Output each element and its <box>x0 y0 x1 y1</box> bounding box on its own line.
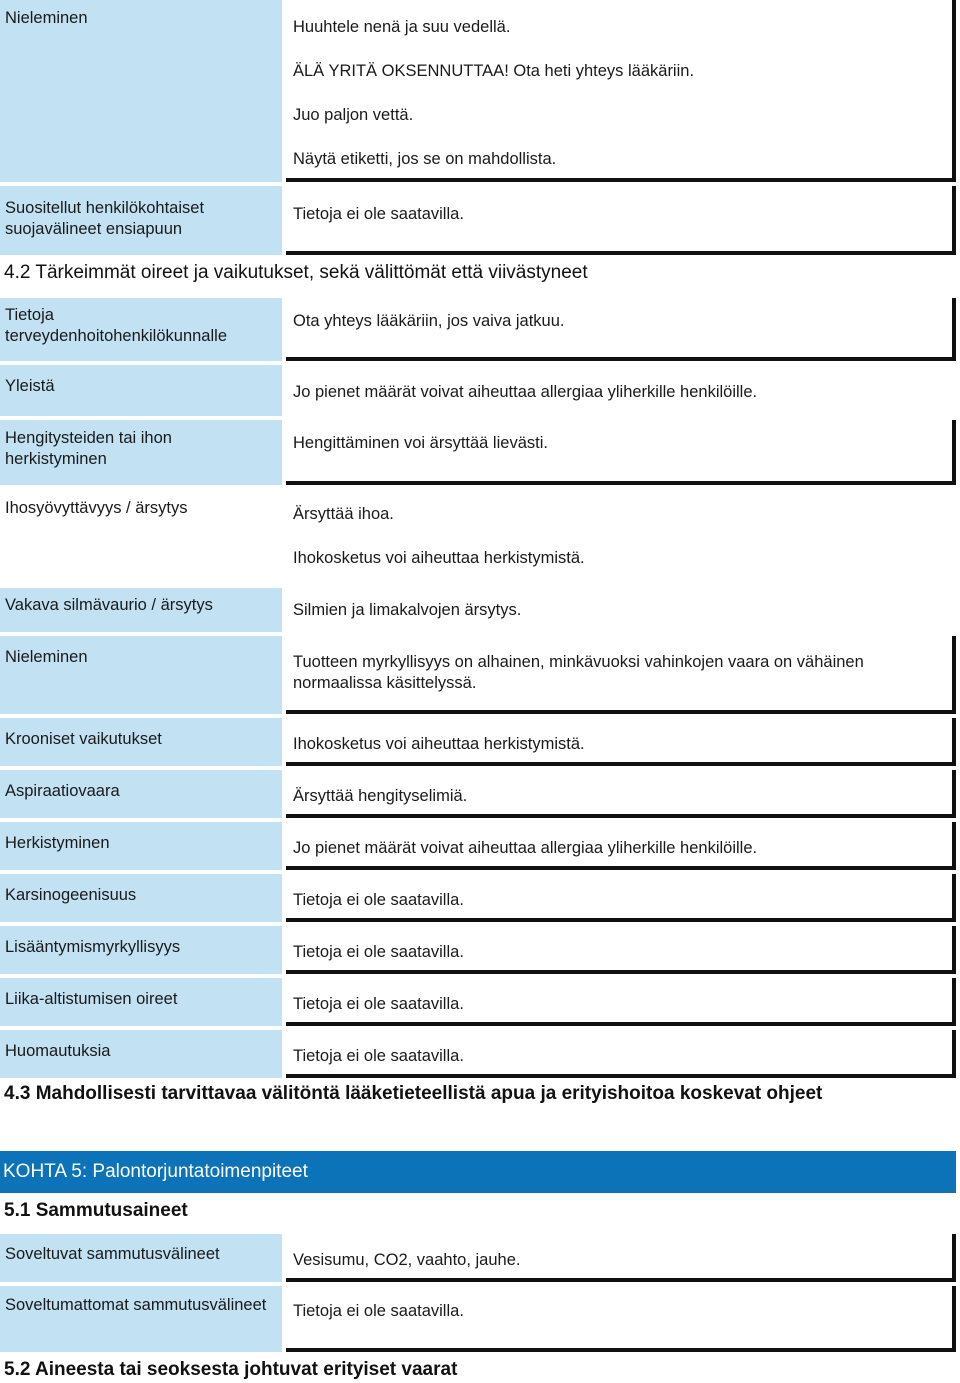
row-value: Tietoja ei ole saatavilla. <box>286 926 956 974</box>
row-label: Aspiraatiovaara <box>0 770 282 818</box>
row-value: Tietoja ei ole saatavilla. <box>286 874 956 922</box>
row-label: Soveltuvat sammutusvälineet <box>0 1234 282 1282</box>
section-heading: 4.3 Mahdollisesti tarvittavaa välitöntä lääketieteellistä apua ja erityishoitoa koskevat ohjeet <box>4 1083 823 1104</box>
row-value: Ärsyttää hengityselimiä. <box>286 770 956 818</box>
row-value: Jo pienet määrät voivat aiheuttaa allergiaa yliherkille henkilöille. <box>286 822 956 870</box>
row-label: Nieleminen <box>0 0 282 182</box>
info-row <box>0 489 960 588</box>
row-value: Tietoja ei ole saatavilla. <box>286 186 956 255</box>
row-label: Hengitysteiden tai ihon herkistyminen <box>0 420 282 485</box>
row-value: Tietoja ei ole saatavilla. <box>286 978 956 1026</box>
info-row <box>0 926 960 978</box>
subsection-heading: 5.2 Aineesta tai seoksesta johtuvat erityiset vaarat <box>4 1359 458 1380</box>
section-band: KOHTA 5: Palontorjuntatoimenpiteet <box>0 1151 956 1193</box>
row-value: Hengittäminen voi ärsyttää lievästi. <box>286 420 956 485</box>
info-row <box>0 1030 960 1082</box>
first-aid-line: Näytä etiketti, jos se on mahdollista. <box>293 150 557 168</box>
row-label: Ihosyövyttävyys / ärsytys <box>0 489 282 584</box>
info-row <box>0 1286 960 1356</box>
first-aid-ingestion-row <box>0 0 960 186</box>
row-label: Suositellut henkilökohtaiset suojavälineet ensiapuun <box>0 186 282 255</box>
info-row <box>0 1234 960 1286</box>
info-row <box>0 770 960 822</box>
row-value: Silmien ja limakalvojen ärsytys. <box>286 588 956 632</box>
row-label: Karsinogeenisuus <box>0 874 282 922</box>
row-label: Herkistyminen <box>0 822 282 870</box>
row-label: Vakava silmävaurio / ärsytys <box>0 588 282 632</box>
row-label: Tietoja terveydenhoitohenkilökunnalle <box>0 298 282 361</box>
info-row <box>0 365 960 420</box>
info-row <box>0 822 960 874</box>
row-label: Soveltumattomat sammutusvälineet <box>0 1286 282 1352</box>
row-value: Tietoja ei ole saatavilla. <box>286 1030 956 1078</box>
section-heading: 4.2 Tärkeimmät oireet ja vaikutukset, sekä välittömät että viivästyneet <box>4 262 588 283</box>
row-value <box>286 0 956 182</box>
info-row <box>0 420 960 489</box>
row-value: Tuotteen myrkyllisyys on alhainen, minkävuoksi vahinkojen vaara on vähäinen normaalissa käsittelyssä. <box>286 636 956 714</box>
info-row <box>0 874 960 926</box>
info-row <box>0 718 960 770</box>
row-label: Liika-altistumisen oireet <box>0 978 282 1026</box>
row-label: Nieleminen <box>0 636 282 714</box>
row-label: Huomautuksia <box>0 1030 282 1078</box>
row-label: Yleistä <box>0 365 282 416</box>
first-aid-line: Huuhtele nenä ja suu vedellä. <box>293 18 511 36</box>
info-row <box>0 588 960 636</box>
ppe-row <box>0 186 960 259</box>
row-value: Ihokosketus voi aiheuttaa herkistymistä. <box>286 718 956 766</box>
subsection-heading: 5.1 Sammutusaineet <box>4 1200 188 1221</box>
first-aid-line: ÄLÄ YRITÄ OKSENNUTTAA! Ota heti yhteys lääkäriin. <box>293 62 695 80</box>
info-row <box>0 978 960 1030</box>
value-line: Ärsyttää ihoa. <box>293 505 394 523</box>
first-aid-line: Juo paljon vettä. <box>293 106 414 124</box>
info-row <box>0 636 960 718</box>
row-value <box>286 489 956 584</box>
row-value: Tietoja ei ole saatavilla. <box>286 1286 956 1352</box>
row-value: Jo pienet määrät voivat aiheuttaa allergiaa yliherkille henkilöille. <box>286 365 956 416</box>
row-label: Lisääntymismyrkyllisyys <box>0 926 282 974</box>
row-value: Vesisumu, CO2, vaahto, jauhe. <box>286 1234 956 1282</box>
row-value: Ota yhteys lääkäriin, jos vaiva jatkuu. <box>286 298 956 361</box>
info-row <box>0 298 960 365</box>
row-label: Krooniset vaikutukset <box>0 718 282 766</box>
value-line: Ihokosketus voi aiheuttaa herkistymistä. <box>293 549 585 567</box>
